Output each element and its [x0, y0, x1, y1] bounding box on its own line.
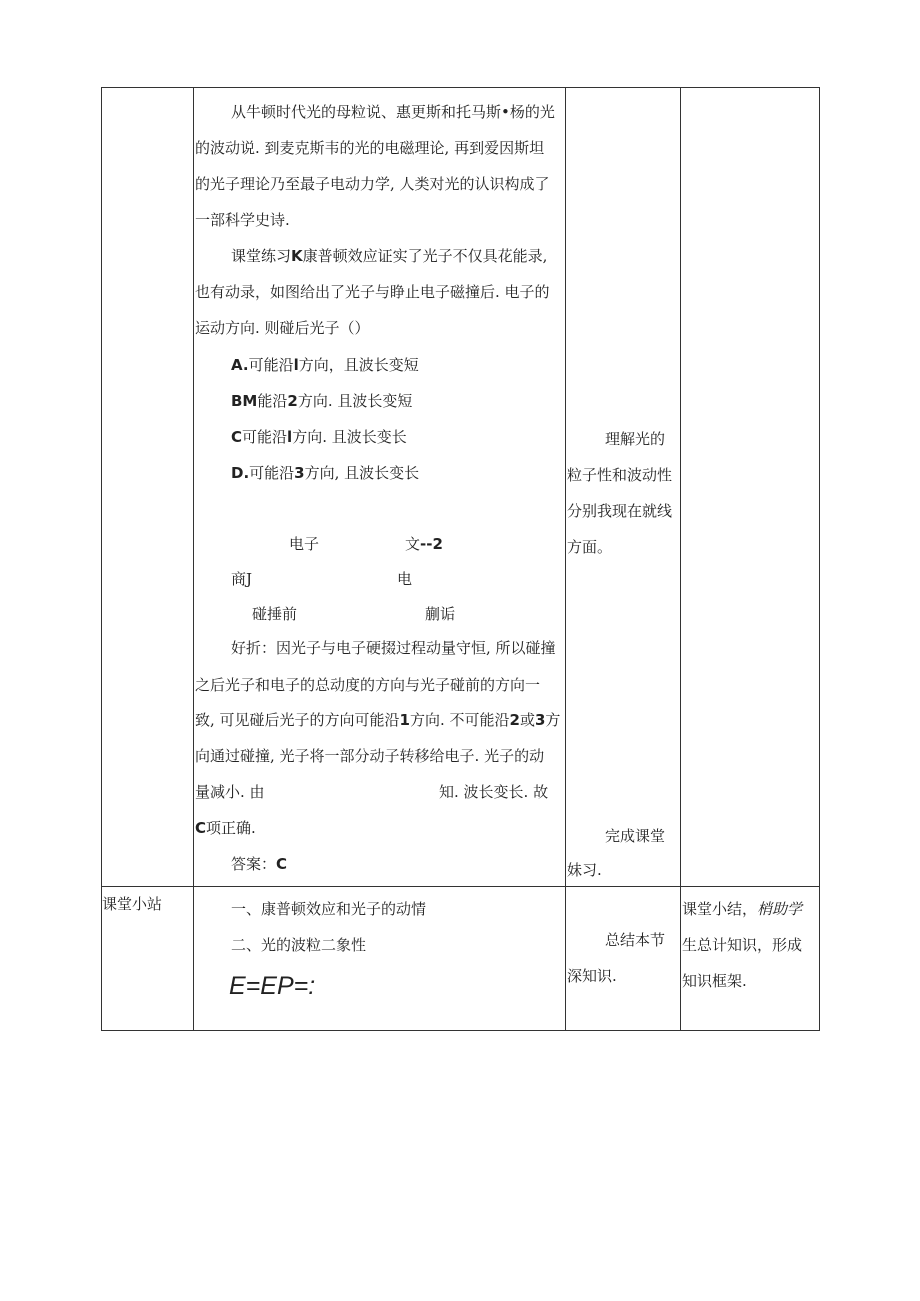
history-line-3: 的光子理论乃至最子电动力学, 人类对光的认识构成了 [195, 175, 550, 193]
option-b [231, 392, 412, 410]
analysis-line-2: 之后光子和电子的总动度的方向与光子碰前的方向一 [195, 676, 541, 694]
analysis-line-3-rest: 方向. 不可能沿 [409, 711, 510, 729]
option-b-text2: 方向. 且波长变短 [297, 392, 413, 410]
summary-student-b: 梢助学 [757, 900, 803, 918]
purpose-2-line-1: 完成课堂 [605, 827, 666, 845]
summary-student-line-2: 生总计知识，形成 [682, 936, 803, 954]
answer-line [231, 855, 287, 873]
table-col-divider-2 [565, 87, 566, 1031]
option-d-num: 3 [294, 464, 305, 482]
answer-label: 答案： [231, 855, 277, 873]
purpose-1-line-2: 粒子性和波动性 [567, 466, 673, 484]
summary-student-line-3: 知识框架. [682, 972, 747, 990]
analysis-line-5-right: 知. 波长变长. 故 [439, 783, 549, 801]
option-d-letter: D. [231, 464, 250, 482]
analysis-line-3 [195, 711, 560, 729]
option-a [231, 356, 419, 374]
table-border-bottom [101, 1030, 820, 1031]
purpose-1-line-3: 分别我现在就线 [567, 502, 673, 520]
summary-purpose-line-1: 总结本节 [605, 931, 666, 949]
summary-item-1: 一、康普顿效应和光子的动情 [231, 900, 427, 918]
purpose-2-line-2: 妹习. [567, 861, 602, 879]
table-border-top [101, 87, 820, 88]
history-line-4: 一部科学史诗. [195, 211, 290, 229]
option-b-letter: BM [231, 392, 258, 410]
analysis-or: 或 [519, 711, 535, 729]
summary-label: 课堂小站 [102, 895, 163, 913]
history-line-1: 从牛顿时代光的母粒说、惠更斯和托马斯•杨的光 [231, 103, 555, 121]
summary-formula: E=EP=: [229, 972, 316, 1000]
figure-label-wen [405, 535, 443, 553]
summary-student-line-1 [682, 900, 802, 918]
figure-label-dian: 电 [397, 570, 413, 588]
figure-wen-num: --2 [420, 535, 443, 553]
analysis-num-3: 3 [534, 711, 546, 729]
analysis-line-6 [195, 819, 256, 837]
analysis-line-6-rest: 项正确. [206, 819, 256, 837]
table-row-divider [101, 886, 820, 887]
summary-student-a: 课堂小结， [682, 900, 758, 918]
option-c-num: l [287, 428, 293, 446]
exercise-line-1 [231, 247, 547, 265]
option-b-num: 2 [287, 392, 298, 410]
option-c-letter: C [231, 428, 243, 446]
table-col-divider-3 [680, 87, 681, 1031]
option-d-text1: 可能沿 [249, 464, 295, 482]
analysis-line-4: 向通过碰撞, 光子将一部分动子转移给电子. 光子的动 [195, 747, 545, 765]
option-a-letter: A. [231, 356, 249, 374]
history-line-2: 的波动说. 到麦克斯韦的光的电磁理论, 再到爱因斯坦 [195, 139, 545, 157]
analysis-num-1: 1 [399, 711, 410, 729]
purpose-1-line-4: 方面。 [567, 538, 613, 556]
figure-wen: 文 [405, 535, 421, 553]
table-col-divider-1 [193, 87, 194, 1031]
exercise-k: K [291, 247, 303, 265]
option-a-text1: 可能沿 [248, 356, 294, 374]
exercise-intro: 课堂练习 [231, 247, 292, 265]
exercise-line-3: 运动方向. 则碰后光子（） [195, 319, 370, 337]
option-c-text1: 可能沿 [242, 428, 288, 446]
analysis-line-3-tail: 方 [545, 711, 561, 729]
table-border-left [101, 87, 102, 1031]
figure-label-after: 蒯诟 [425, 605, 456, 623]
option-c [231, 428, 407, 446]
option-b-text1: 能沿 [257, 392, 288, 410]
option-d-text2: 方向, 且波长变长 [304, 464, 420, 482]
analysis-num-2: 2 [509, 711, 520, 729]
summary-purpose-line-2: 深知识. [567, 967, 617, 985]
figure-label-before: 碰捶前 [252, 605, 298, 623]
option-a-text2: 方向，且波长变短 [298, 356, 419, 374]
analysis-line-5: 量减小. 由 [195, 783, 265, 801]
table-border-right [819, 87, 820, 1031]
analysis-c: C [195, 819, 207, 837]
option-d [231, 464, 419, 482]
answer-value: C [276, 855, 288, 873]
purpose-1-line-1: 理解光的 [605, 430, 666, 448]
option-c-text2: 方向. 且波长变长 [292, 428, 407, 446]
exercise-line-2: 也有动录，如图给出了光子与睁止电子磁撞后. 电子的 [195, 283, 550, 301]
exercise-text: 康普顿效应证实了光子不仅具花能录, [302, 247, 548, 265]
summary-item-2: 二、光的波粒二象性 [231, 936, 367, 954]
figure-label-shang: 商J [231, 570, 253, 588]
option-a-num: l [293, 356, 299, 374]
analysis-line-3-text: 致, 可见碰后光子的方向可能沿 [195, 711, 400, 729]
figure-label-electron: 电子 [289, 535, 320, 553]
analysis-line-1: 好折：因光子与电子硬掇过程动量守恒, 所以碰撞 [231, 639, 556, 657]
